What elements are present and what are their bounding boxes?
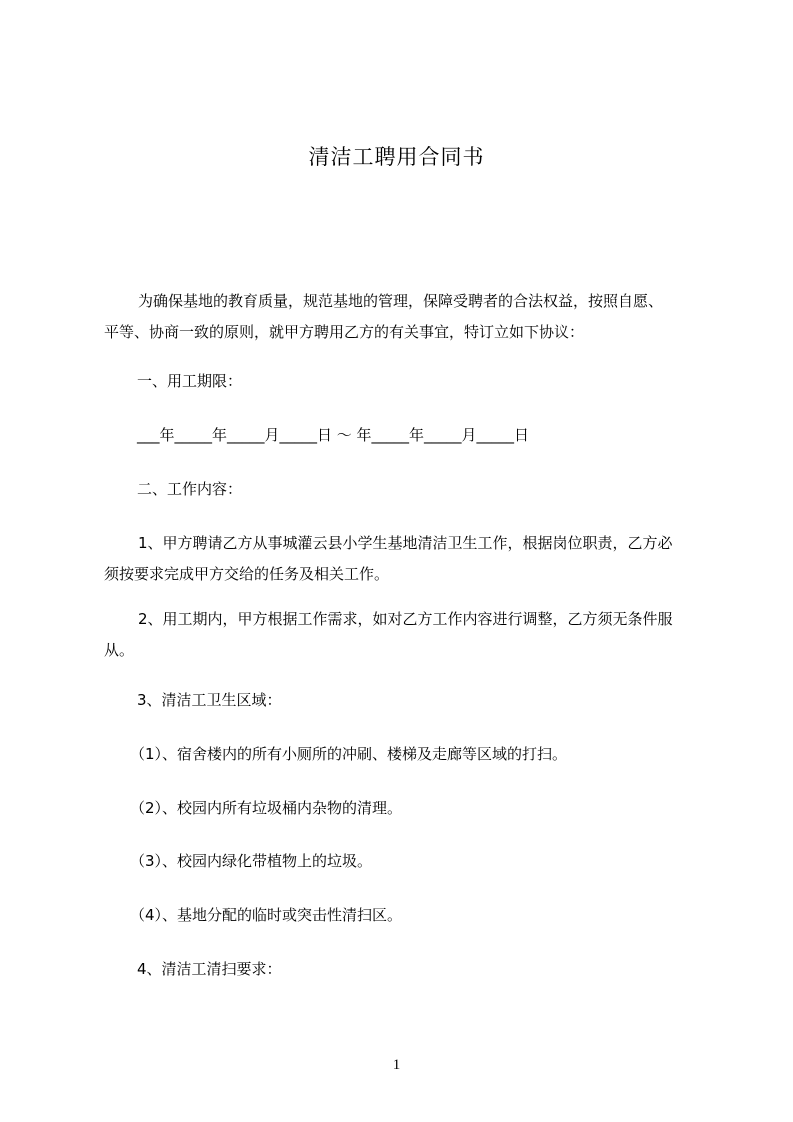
item-3-heading: 3、清洁工卫生区域：	[137, 691, 282, 709]
area-item-1: （1）、宿舍楼内的所有小厕所的冲刷、楼梯及走廊等区域的打扫。	[130, 745, 568, 763]
item-1-line-1: 1、甲方聘请乙方从事城灌云县小学生基地清洁卫生工作，根据岗位职责，乙方必	[138, 534, 673, 552]
item-1-paragraph	[104, 528, 708, 590]
item-2-paragraph	[104, 604, 708, 666]
area-item-3: （3）、校园内绿化带植物上的垃圾。	[130, 852, 373, 870]
intro-line-2: 平等、协商一致的原则，就甲方聘用乙方的有关事宜，特订立如下协议：	[104, 323, 585, 341]
section-1-heading: 一、用工期限：	[137, 372, 243, 390]
item-2-line-2: 从。	[104, 641, 135, 659]
page-number: 1	[392, 1057, 401, 1073]
item-1-line-2: 须按要求完成甲方交给的任务及相关工作。	[104, 565, 390, 583]
intro-paragraph	[104, 286, 708, 348]
item-2-line-1: 2、用工期内，甲方根据工作需求，如对乙方工作内容进行调整，乙方须无条件服	[138, 610, 673, 628]
intro-line-1: 为确保基地的教育质量，规范基地的管理，保障受聘者的合法权益，按照自愿、	[138, 292, 664, 310]
section-2-heading: 二、工作内容：	[137, 480, 243, 498]
item-4-heading: 4、清洁工清扫要求：	[137, 960, 282, 978]
term-line: ___年_____年_____月_____日 ～ 年_____年_____月_____日	[137, 426, 530, 444]
document-title: 清洁工聘用合同书	[308, 145, 485, 169]
area-item-2: （2）、校园内所有垃圾桶内杂物的清理。	[130, 799, 403, 817]
area-item-4: （4）、基地分配的临时或突击性清扫区。	[130, 906, 403, 924]
